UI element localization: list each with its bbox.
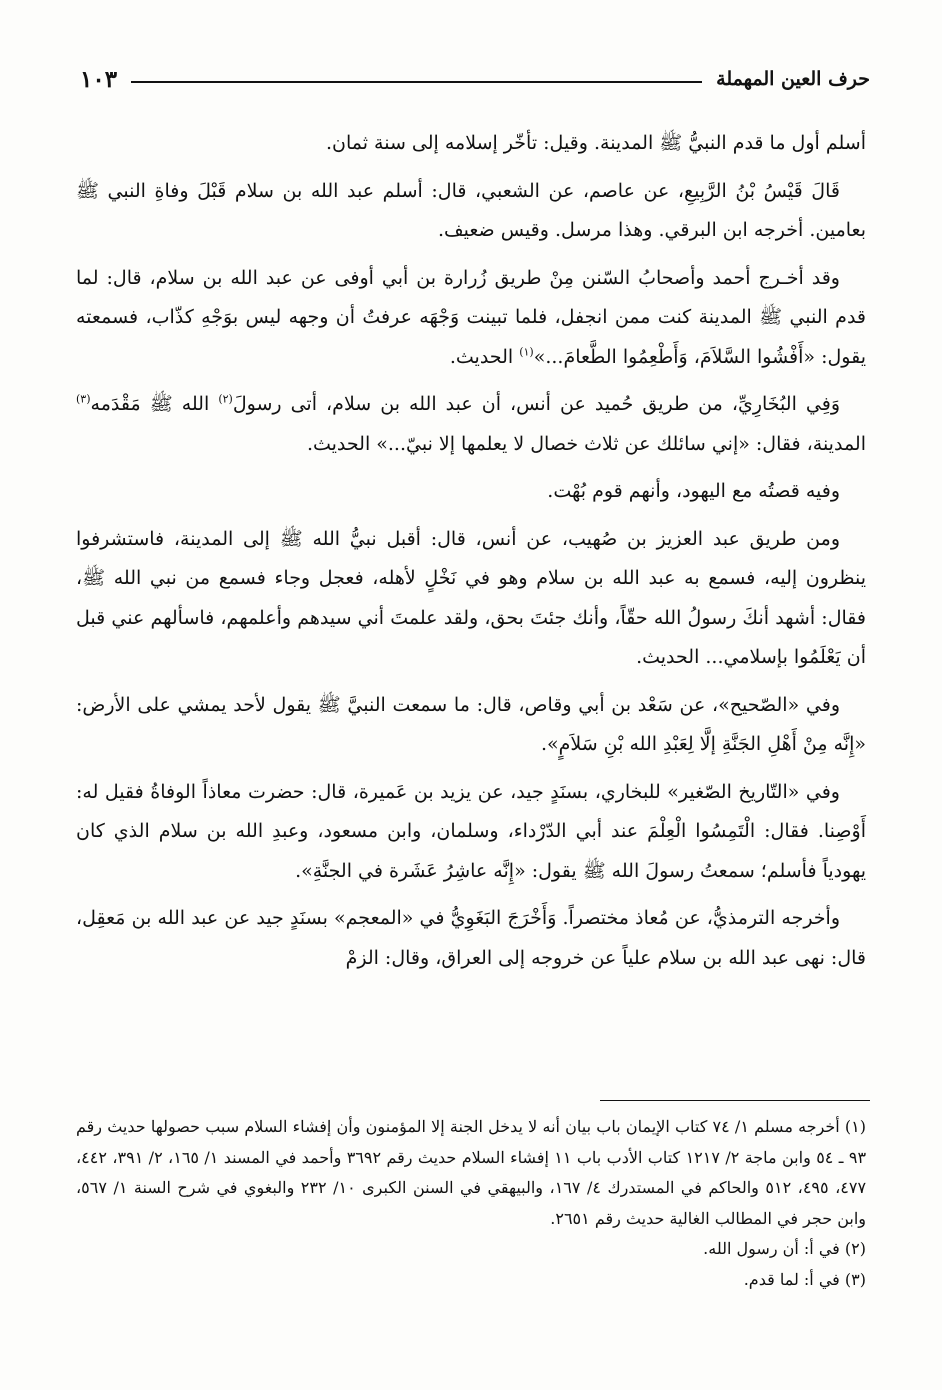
running-header [80,62,870,96]
footnote: (٣) في أ: لما قدم. [743,1269,866,1289]
paragraph: قَالَ قَيْسُ بْنُ الرَّبِيعِ، عن عاصم، عن الشعبي، قال: أسلم عبد الله بن سلام قَبْلَ وفاةِ النبي ﷺ بعامين. أخرجه ابن البرقي. وهذا مرسل. وقيس ضعيف. [76,179,866,241]
footnote: (٢) في أ: أن رسول الله. [703,1239,866,1258]
paragraph: وفي «الصّحيح»، عن سَعْد بن أبي وقاص، قال: ما سمعت النبيَّ ﷺ يقول لأحد يمشي على الأرض: «إِنَّه مِنْ أَهْلِ الجَنَّةِ إلَّا لِعَبْدِ الله بْنِ سَلاَمٍ». [76,693,866,755]
header-rule [131,81,702,83]
paragraph: وقد أخـرج أحمد وأصحابُ السّنن مِنْ طريق زُرارة بن أبي أوفى عن عبد الله بن سلام، قال: لما قدم النبي ﷺ المدينة كنت ممن انجفل، فلما تبينت وَجْهَه عرفتُ أن وجهه ليس بوَجْهِ كذّاب، فسمعته يقول: «أَفْشُوا السَّلاَمَ، وَأَطْعِمُوا الطَّعامَ...»$^{(١)}$ الحديث. [76,266,866,368]
paragraph: ومن طريق عبد العزيز بن صُهيب، عن أنس، قال: أقبل نبيُّ الله ﷺ إلى المدينة، فاستشرفوا ينظرون إليه، فسمع به عبد الله بن سلام وهو في نَخْلٍ لأهله، فعجل وجاء فسمع من نبي الله ﷺ، فقال: أشهد أنكَ رسولُ الله حقّاً، وأنك جئتَ بحق، ولقد علمتَ أني سيدهم وأعلمهم، فاسألهم عني قبل أن يَعْلَمُوا بإسلامي... الحديث. [76,527,866,668]
footnote-ref: (٣) [76,392,91,406]
paragraph: وأخرجه الترمذيُّ، عن مُعاذ مختصراً. وَأَخْرَجَ البَغَوِيُّ في «المعجم» بسنَدٍ جيد عن عبد الله بن مَعقِل، قال: نهى عبد الله بن سلام علياً عن خروجه إلى العراق، وقال: الزمْ [76,907,866,969]
paragraph: أسلم أول ما قدم النبيُّ ﷺ المدينة. وقيل: تأخّر إسلامه إلى سنة ثمان. [325,132,866,154]
footnotes [76,1112,866,1295]
footnote-ref: (١) [519,345,534,359]
footnote-separator [600,1100,870,1101]
paragraph: وفيه قصتُه مع اليهود، وأنهم قوم بُهْت. [547,480,840,502]
chapter-title: حرف العين المهملة [716,68,870,90]
footnote-ref: (٢) [218,392,233,406]
page-number: ١٠٣ [80,65,118,93]
paragraph: وَفِي البُخَارِيِّ، من طريق حُميد عن أنس، أن عبد الله بن سلام، أتى رسولَ$^{(٢)}$ الله ﷺ مَقْدَمه$^{(٣)}$ المدينة، فقال: «إني سائلك عن ثلاث خصال لا يعلمها إلا نبيّ...» الحديث. [76,392,866,455]
footnote: (١) أخرجه مسلم ١/ ٧٤ كتاب الإيمان باب بيان أنه لا يدخل الجنة إلا المؤمنون وأن إفشاء السلام سبب حصولها حديث رقم ٩٣ ـ ٥٤ وابن ماجة ٢/ ١٢١٧ كتاب الأدب باب ١١ إفشاء السلام حديث رقم ٣٦٩٢ وأحمد في المسند ١/ ١٦٥، ٢/ ٣٩١، ٤٤٢، ٤٧٧، ٤٩٥، ٥١٢ والحاكم في المستدرك ٤/ ١٦٧، والبيهقي في السنن الكبرى ١٠/ ٢٣٢ والبغوي في شرح السنة ١/ ٥٦٧، وابن حجر في المطالب الغالية حديث رقم ٢٦٥١. [76,1117,867,1228]
main-text [76,124,866,986]
paragraph: وفي «التّاريخ الصّغير» للبخاري، بسنَدٍ جيد، عن يزيد بن عَميرة، قال: حضرت معاذاً الوفاةُ فقيل له: أَوْصِنا. فقال: الْتَمِسُوا الْعِلْمَ عند أبي الدّرْداء، وسلمان، وابن مسعود، وعبدِ الله بن سلام الذي كان يهودياً فأسلم؛ سمعتُ رسولَ الله ﷺ يقول: «إِنَّه عاشِرُ عَشَرة في الجنَّةِ». [76,780,866,882]
